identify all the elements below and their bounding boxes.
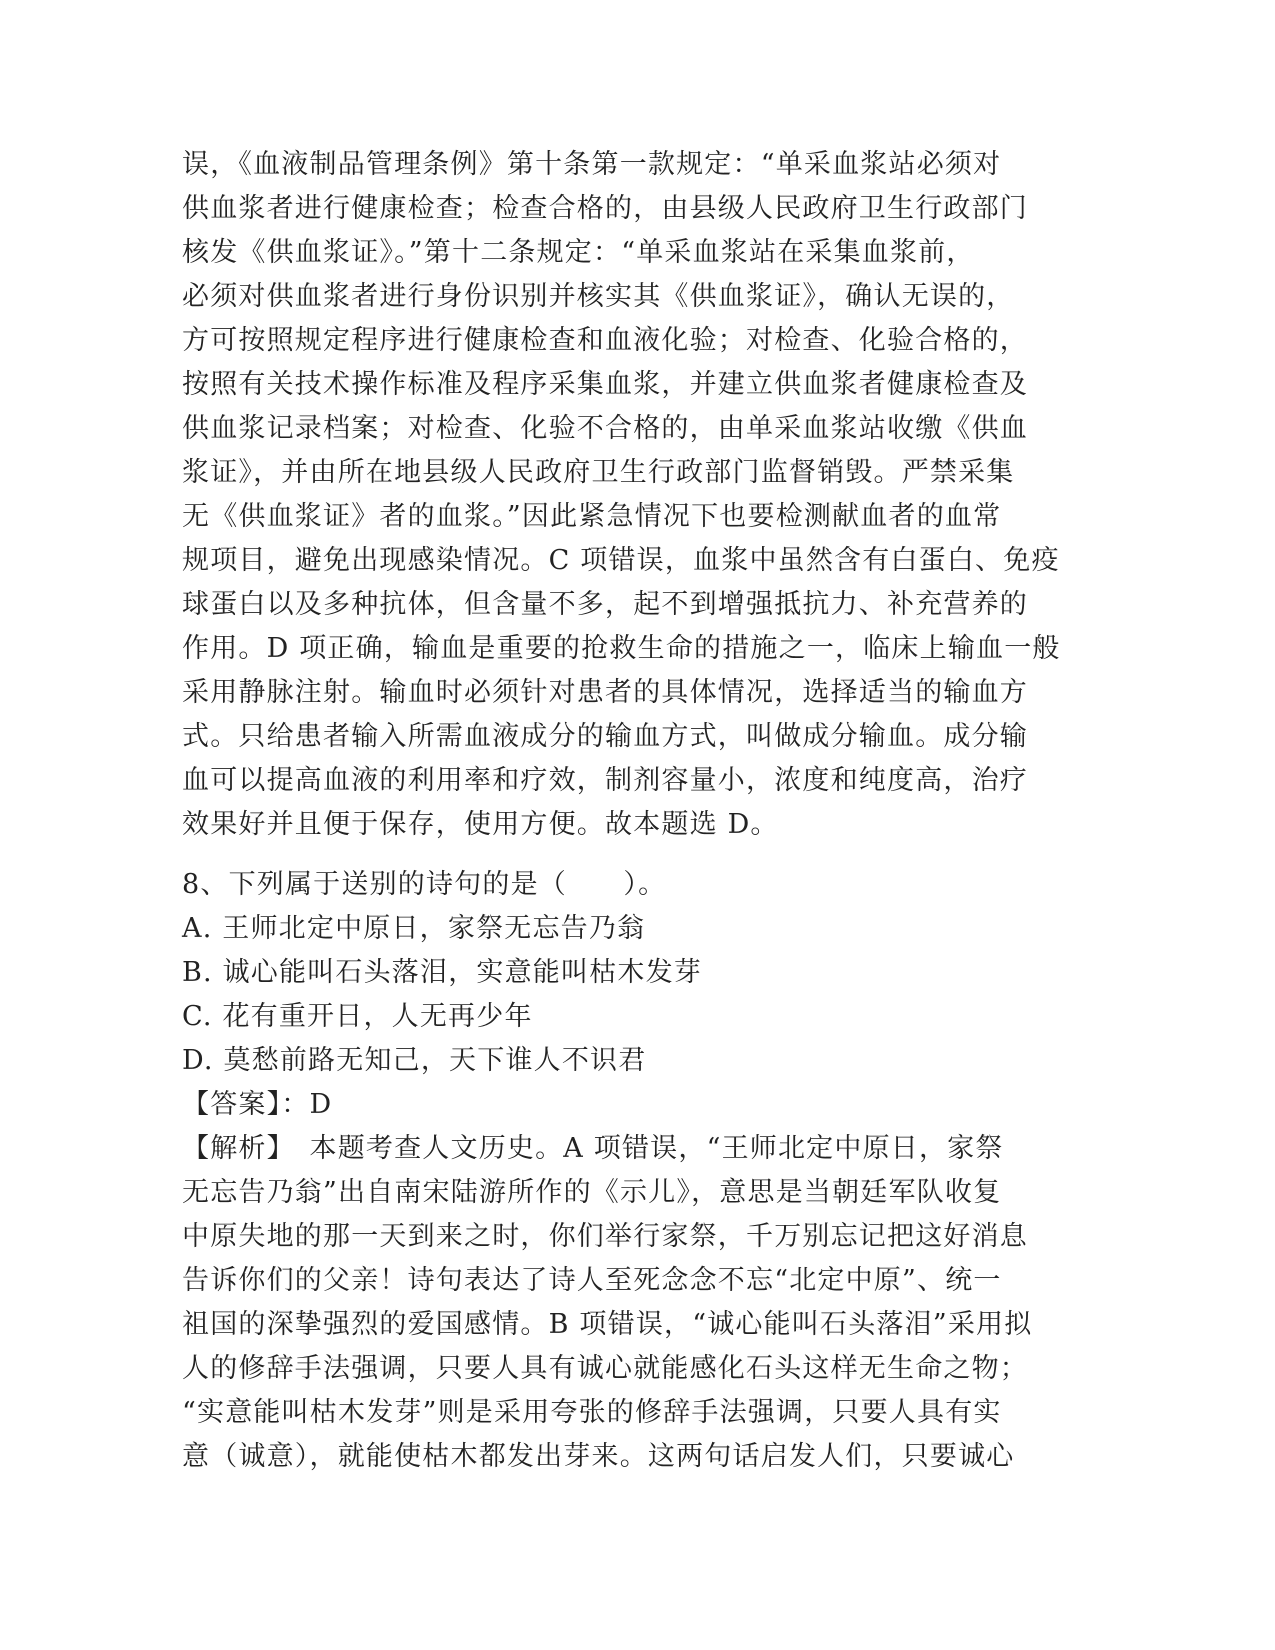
- question-stem: 8、下列属于送别的诗句的是（ ）。: [182, 869, 667, 900]
- previous-explanation: [182, 143, 1062, 847]
- text-line: 作用。D 项正确，输血是重要的抢救生命的措施之一，临床上输血一般: [182, 633, 1061, 664]
- text-line: 无《供血浆证》者的血浆。”因此紧急情况下也要检测献血者的血常: [182, 501, 1002, 532]
- text-line: 采用静脉注射。输血时必须针对患者的具体情况，选择适当的输血方: [182, 677, 1028, 708]
- analysis-line: 中原失地的那一天到来之时，你们举行家祭，千万别忘记把这好消息: [182, 1221, 1028, 1252]
- text-line: 血可以提高血液的利用率和疗效，制剂容量小，浓度和纯度高，治疗: [182, 765, 1028, 796]
- analysis-line: 人的修辞手法强调，只要人具有诚心就能感化石头这样无生命之物；: [182, 1353, 1028, 1384]
- text-line: 按照有关技术操作标准及程序采集血浆，并建立供血浆者健康检查及: [182, 369, 1028, 400]
- option-b: B. 诚心能叫石头落泪，实意能叫枯木发芽: [182, 957, 703, 988]
- analysis-line: 告诉你们的父亲！诗句表达了诗人至死念念不忘“北定中原”、统一: [182, 1265, 1002, 1296]
- text-line: 式。只给患者输入所需血液成分的输血方式，叫做成分输血。成分输: [182, 721, 1028, 752]
- analysis-line: 无忘告乃翁”出自南宋陆游所作的《示儿》，意思是当朝廷军队收复: [182, 1177, 1002, 1208]
- text-line: 误，《血液制品管理条例》第十条第一款规定：“单采血浆站必须对: [182, 149, 1002, 180]
- text-line: 规项目，避免出现感染情况。C 项错误，血浆中虽然含有白蛋白、免疫: [182, 545, 1060, 576]
- option-c: C. 花有重开日，人无再少年: [182, 1001, 533, 1032]
- answer-line: 【答案】：D: [182, 1089, 333, 1120]
- analysis-line: 祖国的深挚强烈的爱国感情。B 项错误，“诚心能叫石头落泪”采用拟: [182, 1309, 1033, 1340]
- analysis-line: 意（诚意），就能使枯木都发出芽来。这两句话启发人们，只要诚心: [182, 1441, 1015, 1472]
- text-line: 必须对供血浆者进行身份识别并核实其《供血浆证》，确认无误的，: [182, 281, 1015, 312]
- text-line: 核发《供血浆证》。”第十二条规定：“单采血浆站在采集血浆前，: [182, 237, 975, 268]
- option-d: D. 莫愁前路无知己，天下谁人不识君: [182, 1045, 647, 1076]
- question-block: [182, 863, 1062, 1479]
- text-line: 供血浆记录档案；对检查、化验不合格的，由单采血浆站收缴《供血: [182, 413, 1028, 444]
- option-a: A. 王师北定中原日，家祭无忘告乃翁: [182, 913, 646, 944]
- text-line: 浆证》，并由所在地县级人民政府卫生行政部门监督销毁。严禁采集: [182, 457, 1015, 488]
- analysis: [182, 1127, 1062, 1479]
- text-line: 供血浆者进行健康检查；检查合格的，由县级人民政府卫生行政部门: [182, 193, 1028, 224]
- text-line: 效果好并且便于保存，使用方便。故本题选 D。: [182, 809, 779, 840]
- analysis-line: 【解析】 本题考查人文历史。A 项错误，“王师北定中原日，家祭: [182, 1133, 1004, 1164]
- text-line: 方可按照规定程序进行健康检查和血液化验；对检查、化验合格的，: [182, 325, 1028, 356]
- paragraph-gap: [182, 847, 1062, 863]
- text-line: 球蛋白以及多种抗体，但含量不多，起不到增强抵抗力、补充营养的: [182, 589, 1028, 620]
- analysis-line: “实意能叫枯木发芽”则是采用夸张的修辞手法强调，只要人具有实: [182, 1397, 1002, 1428]
- document-page: [182, 143, 1062, 1479]
